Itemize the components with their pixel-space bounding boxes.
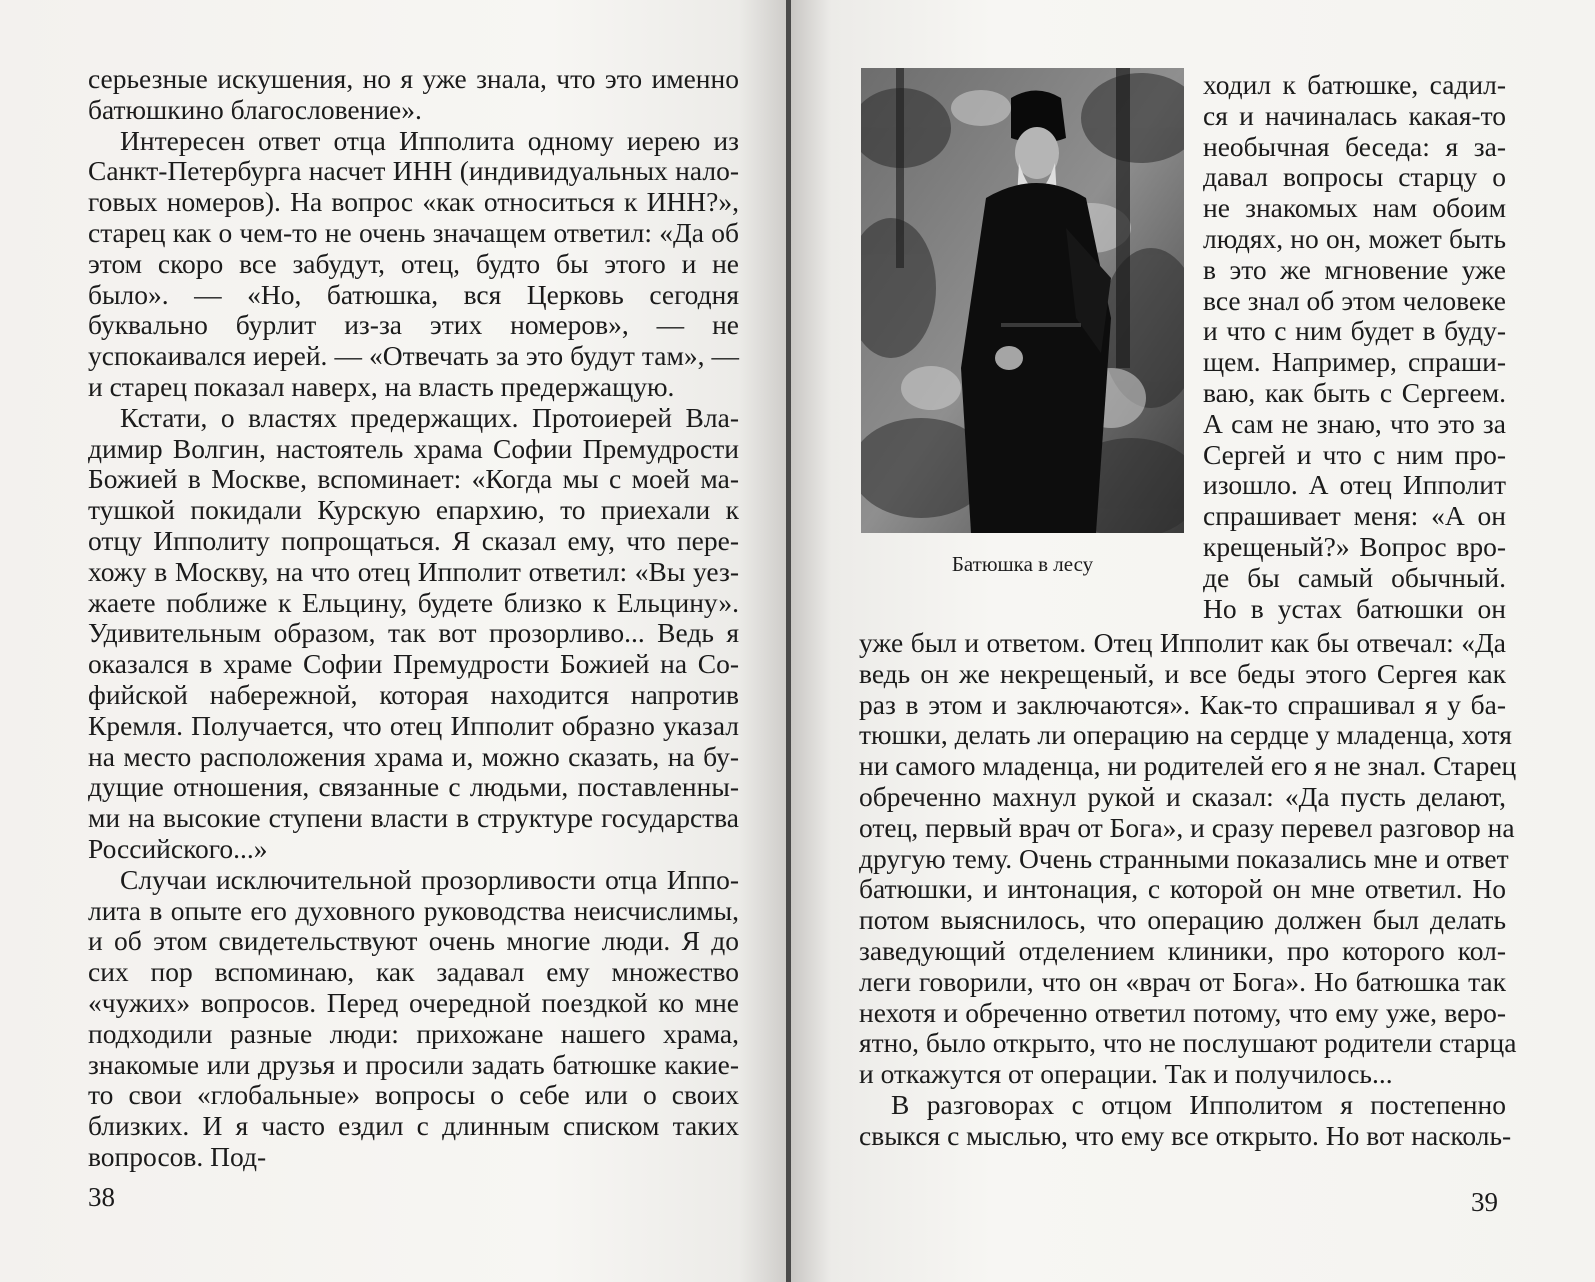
text-line: и что с ним будет в буду- xyxy=(1203,315,1506,347)
text-line: ся и начиналась какая-то xyxy=(1203,99,1506,131)
text-line: и откажутся от операции. Так и получилось... xyxy=(859,1058,1393,1090)
right-page xyxy=(791,0,1595,1282)
text-line: батюшки, и интонация, с которой он мне ответил. Но xyxy=(859,873,1506,905)
text-line: в это же мгновение уже xyxy=(1203,253,1506,285)
text-line: ведь он же некрещеный, и все беды этого Сергея как xyxy=(859,657,1506,689)
text-line: свыкся с мыслью, что ему все открыто. Но вот насколь- xyxy=(859,1119,1512,1151)
text-line: ваю, как быть с Сергеем. xyxy=(1203,376,1506,408)
text-line: ятно, было открыто, что не послушают родители старца xyxy=(859,1027,1517,1059)
paragraph: Интересен ответ отца Ипполита одному иерею из Санкт-Петербурга насчет ИНН (индивидуальных налоговых номеров). На вопрос «как относиться к ИНН?», старец как о чем-то не очень значащем ответил: «Да об этом скоро все забудут, отец, будто бы этого и не было». — «Но, батюшка, вся Церковь сегодня буквально бурлит из-за этих номеров», — не успокаивался иерей. — «Отвечать за это будут там», — и старец показал наверх, на власть предержащую. xyxy=(88,124,739,402)
left-page xyxy=(0,0,786,1282)
text-line: де бы самый обычный. xyxy=(1203,561,1506,593)
right-page-text-beside-photo xyxy=(1203,70,1506,624)
text-line: раз в этом и заключаются». Как-то спрашивал я у ба- xyxy=(859,688,1506,720)
text-line: заведующий отделением клиники, про которого кол- xyxy=(859,934,1506,966)
text-line: нехотя и обреченно ответил потому, что ему уже, веро- xyxy=(859,996,1506,1028)
text-line: тюшки, делать ли операцию на сердце у младенца, хотя xyxy=(859,719,1512,751)
text-line: людях, но он, может быть xyxy=(1203,222,1506,254)
paragraph: серьезные искушения, но я уже знала, что это именно батюшкино благословение». xyxy=(88,63,739,125)
text-line: обреченно махнул рукой и сказал: «Да пусть делают, xyxy=(859,780,1506,812)
text-line: Сергей и что с ним про- xyxy=(1203,438,1506,470)
text-line: щем. Например, спраши- xyxy=(1203,346,1506,378)
text-line: давал вопросы старцу о xyxy=(1203,161,1506,193)
text-line: изошло. А отец Ипполит xyxy=(1203,469,1506,501)
page-number: 38 xyxy=(88,1182,115,1212)
text-line: уже был и ответом. Отец Ипполит как бы отвечал: «Да xyxy=(859,627,1506,658)
text-line: потом выяснилось, что операцию должен был делать xyxy=(859,904,1506,936)
text-line: Но в устах батюшки он xyxy=(1203,592,1506,624)
text-line: спрашивает меня: «А он xyxy=(1203,500,1506,532)
text-line: необычная беседа: я за- xyxy=(1203,130,1506,162)
text-line: ходил к батюшке, садил- xyxy=(1203,69,1506,100)
text-line: А сам не знаю, что это за xyxy=(1203,407,1506,439)
photo-monk-in-forest xyxy=(861,68,1184,533)
text-line: все знал об этом человеке xyxy=(1203,284,1506,316)
paragraph: Случаи исключительной прозорливости отца Ипполита в опыте его духовного руководства неисчислимы, и об этом свидетельствуют очень многие люди. Я до сих пор вспоминаю, как задавал ему множество «чужих» вопросов. Перед очередной поездкой ко мне подходили разные люди: прихожане нашего храма, знакомые или друзья и просили задать батюшке какие-то свои «глобальные» вопросы о себе или о своих близких. И я часто ездил с длинным списком таких вопросов. Под- xyxy=(88,863,739,1172)
text-line: другую тему. Очень странными показались мне и ответ xyxy=(859,842,1509,874)
left-page-text xyxy=(88,64,739,1173)
text-line: не знакомых нам обоим xyxy=(1203,192,1506,224)
right-page-text-full-width xyxy=(859,627,1517,1152)
text-line: ни самого младенца, ни родителей его я не знал. Старец xyxy=(859,750,1517,782)
text-line: крещеный?» Вопрос вро- xyxy=(1203,530,1506,562)
page-number: 39 xyxy=(1471,1187,1498,1217)
photo-image xyxy=(861,68,1184,533)
text-line: леги говорили, что он «врач от Бога». Но батюшка так xyxy=(859,965,1506,997)
text-line: отец, первый врач от Бога», и сразу перевел разговор на xyxy=(859,811,1515,843)
photo-caption: Батюшка в лесу xyxy=(951,552,1094,576)
text-line: В разговорах с отцом Ипполитом я постепенно xyxy=(891,1088,1506,1120)
paragraph: Кстати, о властях предержащих. Протоиерей Владимир Волгин, настоятель храма Софии Премудрости Божией в Москве, вспоминает: «Когда мы с моей матушкой покидали Курскую епархию, то приехали к отцу Ипполиту попрощаться. Я сказал ему, что перехожу в Москву, на что отец Ипполит ответил: «Вы уезжаете поближе к Ельцину, будете близко к Ельцину». Удивительным образом, так вот прозорливо... Ведь я оказался в храме Софии Премудрости Божией на Софийской набережной, которая находится напротив Кремля. Получается, что отец Ипполит образно указал на место расположения храма и, можно сказать, на будущие отношения, связанные с людьми, поставленными на высокие ступени власти в структуре государства Российского...» xyxy=(88,401,739,864)
